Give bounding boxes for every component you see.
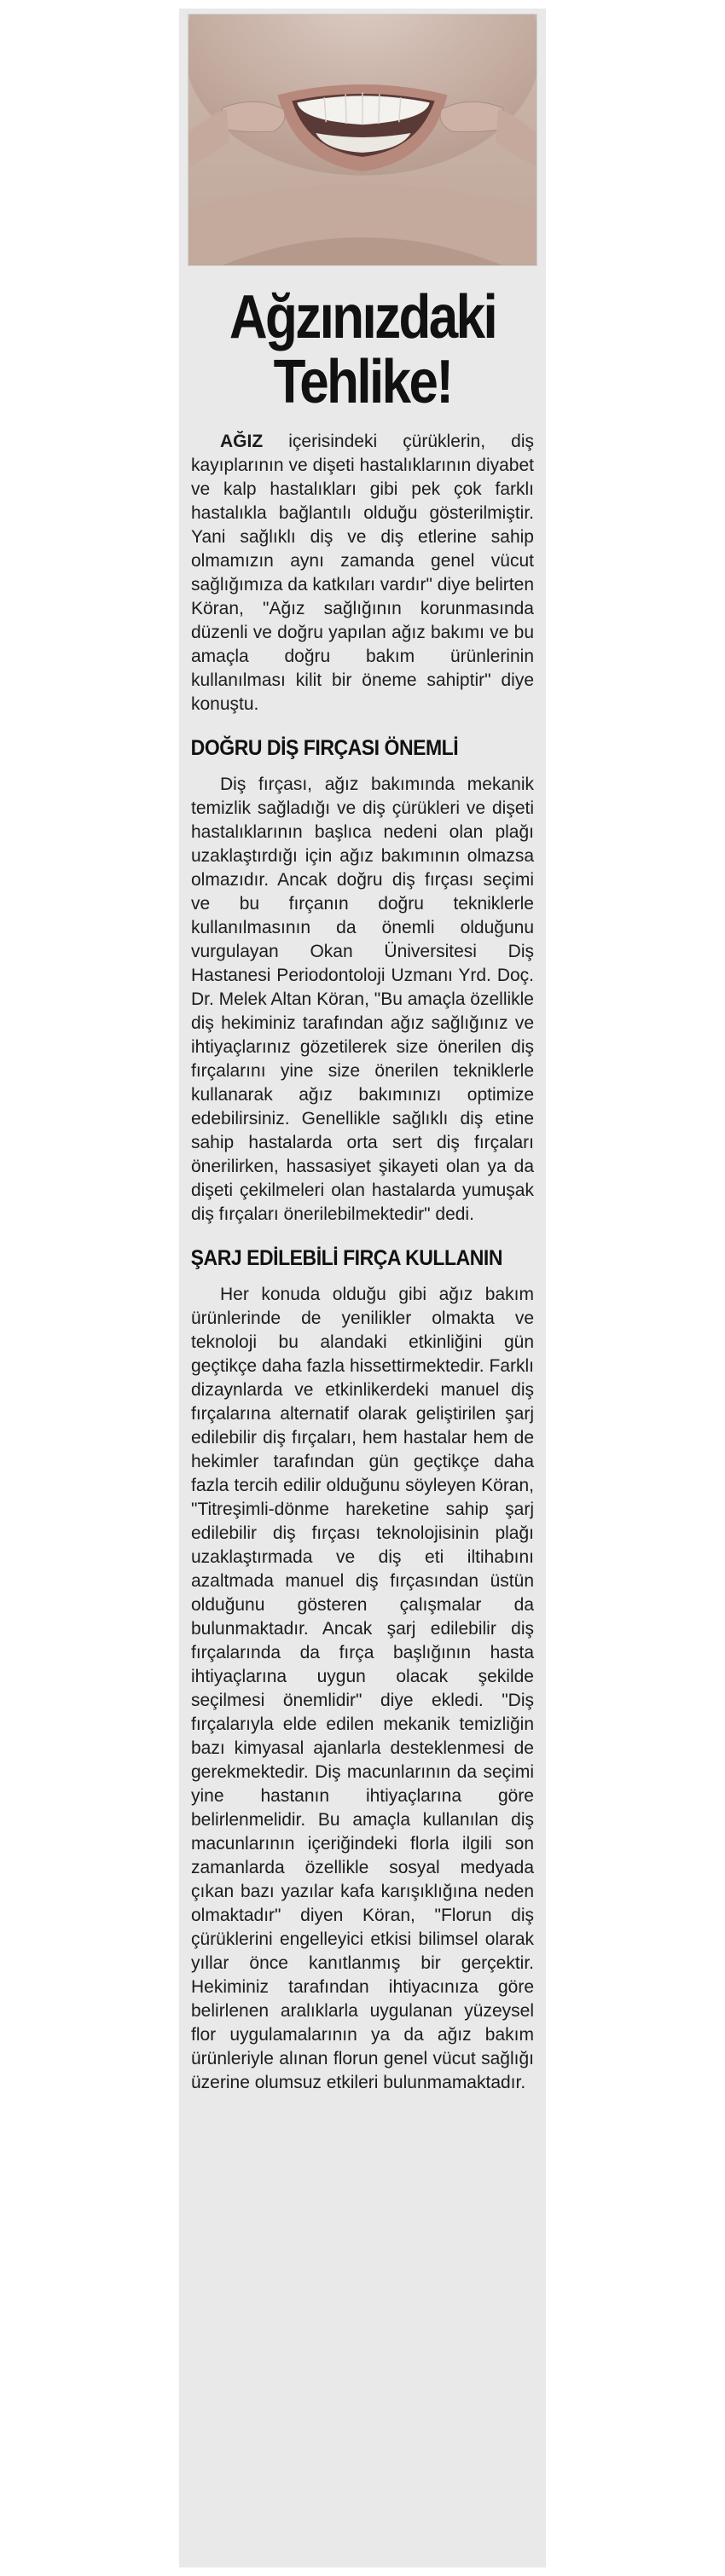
headline: Ağzınızdaki Tehlike!	[229, 283, 496, 416]
paragraph-1	[191, 430, 534, 717]
subhead-1: DOĞRU DİŞ FIRÇASI ÖNEMLİ	[190, 736, 459, 760]
subhead-2: ŞARJ EDİLEBİLİ FIRÇA KULLANIN	[190, 1246, 502, 1270]
paragraph-3: Her konuda olduğu gibi ağız bakım ürünlerinde de yenilikler olmakta ve teknoloji bu alandaki etkinliğini gün geçtikçe daha fazla hissettirmektedir. Farklı dizaynlarda ve etkinlikerdeki manuel diş fırçalarına alternatif olarak geliştirilen şarj edilebilir diş fırçaları, hem hastalar hem de hekimler tarafından gün geçtikçe daha fazla tercih edilir olduğunu söyleyen Köran, "Titreşimli-dönme hareketine sahip şarj edilebilir diş fırçası teknolojisinin plağı uzaklaştırmada ve diş eti iltihabını azaltmada manuel diş fırçasından üstün olduğunu gösteren çalışmalar da bulunmaktadır. Ancak şarj edilebilir diş fırçalarında da fırça başlığının hasta ihtiyaçlarına uygun olacak şekilde seçilmesi önemlidir" diye ekledi. "Diş fırçalarıyla elde edilen mekanik temizliğin bazı kimyasal ajanlarla desteklenmesi de gerekmektedir. Diş macunlarının da seçimi yine hastanın ihtiyaçlarına göre belirlenmelidir. Bu amaçla kullanılan diş macunlarının içeriğindeki florla ilgili son zamanlarda özellikle sosyal medyada çıkan bazı yazılar kafa karışıklığına neden olmaktadır" diyen Köran, "Florun diş çürüklerini engelleyici etkisi bilimsel olarak yıllar önce kanıtlanmış bir gerçektir. Hekiminiz tarafından ihtiyacınıza göre belirlenen aralıklarla uygulanan yüzeysel flor uygulamalarının ya da ağız bakım ürünleriyle alınan florun genel vücut sağlığı üzerine olumsuz etkileri bulunmamaktadır.	[191, 1285, 534, 2092]
smiling-mouth-illustration	[188, 15, 536, 265]
article-body-3	[188, 1283, 537, 2095]
article-body-2	[188, 773, 537, 1227]
smiling-mouth-photo-icon	[188, 14, 537, 266]
paragraph-1-text: içerisindeki çürüklerin, diş kayıplarının ve dişeti hastalıklarının diyabet ve kalp hastalıkları gibi pek çok farklı hastalıkla bağlantılı olduğu gösterilmiştir. Yani sağlıklı diş ve diş etlerine sahip olmamızın aynı zamanda genel vücut sağlığımıza da katkıları vardır" diye belirten Köran, "Ağız sağlığının korunmasında düzenli ve doğru yapılan ağız bakımı ve bu amaçla doğru bakım ürünlerinin kullanılması kilit bir öneme sahiptir" diye konuştu.	[191, 432, 534, 714]
article-page	[179, 9, 546, 2567]
article-body	[188, 430, 537, 717]
lead-word: AĞIZ	[220, 432, 264, 451]
paragraph-2: Diş fırçası, ağız bakımında mekanik temizlik sağladığı ve diş çürükleri ve dişeti hastalıklarının başlıca nedeni olan plağı uzaklaştırdığı için ağız bakımının olmazsa olmazıdır. Ancak doğru diş fırçası seçimi ve bu fırçanın doğru tekniklerle kullanılmasının da önemli olduğunu vurgulayan Okan Üniversitesi Diş Hastanesi Periodontoloji Uzmanı Yrd. Doç. Dr. Melek Altan Köran, "Bu amaçla özellikle diş hekiminiz tarafından ağız sağlığınız ve ihtiyaçlarınız gözetilerek size önerilen diş fırçalarını yine size önerilen tekniklerle kullanarak ağız bakımınızı optimize edebilirsiniz. Genellikle sağlıklı diş etine sahip hastalarda orta sert diş fırçaları önerilirken, hassasiyet şikayeti olan ya da dişeti çekilmeleri olan hastalarda yumuşak diş fırçaları önerilebilmektedir" dedi.	[191, 775, 534, 1224]
